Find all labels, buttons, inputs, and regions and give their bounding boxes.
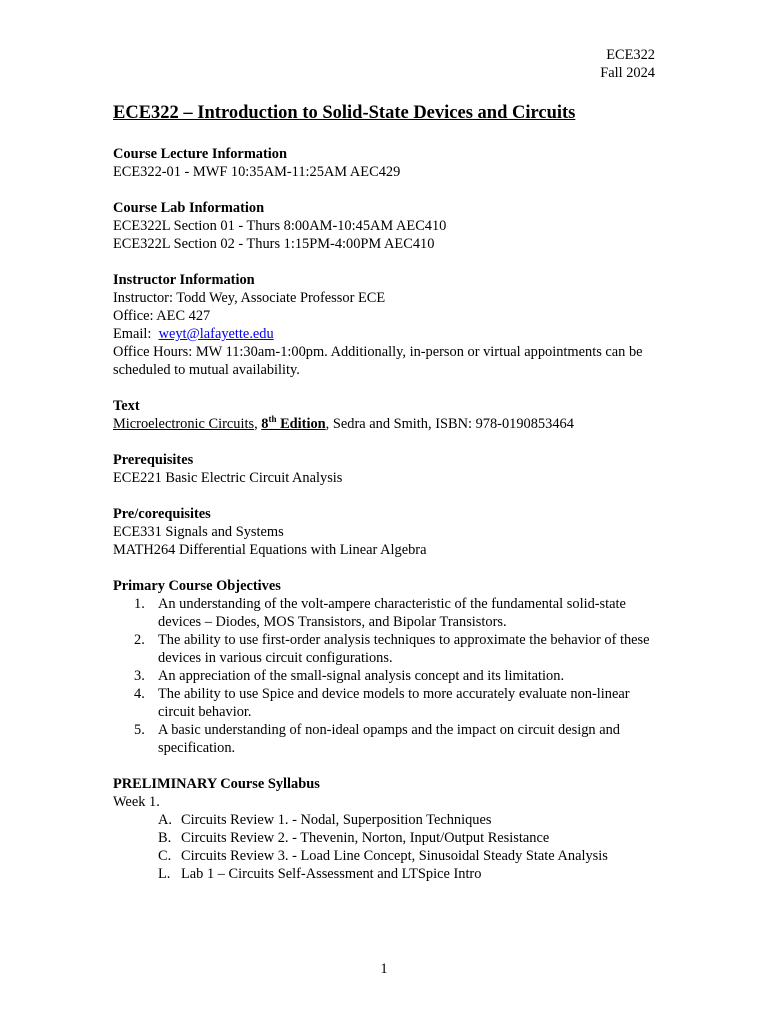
syllabus-item: C. Circuits Review 3. - Load Line Concept, Sinusoidal Steady State Analysis xyxy=(158,848,608,864)
lab-line: ECE322L Section 01 - Thurs 8:00AM-10:45AM AEC410 xyxy=(113,218,447,234)
corequisite-item: MATH264 Differential Equations with Linear Algebra xyxy=(113,542,427,558)
syllabus-section xyxy=(113,775,658,883)
page-header xyxy=(600,46,655,82)
section-heading: Text xyxy=(113,398,140,414)
syllabus-item: B. Circuits Review 2. - Thevenin, Norton, Input/Output Resistance xyxy=(158,830,550,846)
email-label: Email: xyxy=(113,326,159,342)
textbook-line xyxy=(113,415,658,433)
section-heading: Course Lecture Information xyxy=(113,146,287,162)
lab-section xyxy=(113,199,658,253)
instructor-email-line xyxy=(113,325,658,343)
prerequisite-item: ECE221 Basic Electric Circuit Analysis xyxy=(113,470,343,486)
objective-item: 2. The ability to use first-order analysis techniques to approximate the behavior of these devices in various circuit configurations. xyxy=(134,632,650,666)
lab-line: ECE322L Section 02 - Thurs 1:15PM-4:00PM AEC410 xyxy=(113,236,435,252)
section-heading: Course Lab Information xyxy=(113,200,265,216)
corequisites-section xyxy=(113,505,658,559)
section-heading: Primary Course Objectives xyxy=(113,578,281,594)
syllabus-list xyxy=(113,811,658,883)
instructor-name: Instructor: Todd Wey, Associate Professor ECE xyxy=(113,290,386,306)
syllabus-item: L. Lab 1 – Circuits Self-Assessment and LTSpice Intro xyxy=(158,866,482,882)
book-title: Microelectronic Circuits xyxy=(113,416,255,432)
term: Fall 2024 xyxy=(600,65,655,81)
page-title: ECE322 – Introduction to Solid-State Devices and Circuits xyxy=(113,103,576,123)
objectives-list xyxy=(113,595,658,757)
separator: , xyxy=(254,416,262,432)
objective-item: 3. An appreciation of the small-signal analysis concept and its limitation. xyxy=(134,668,565,684)
corequisite-item: ECE331 Signals and Systems xyxy=(113,524,284,540)
section-heading: Prerequisites xyxy=(113,452,194,468)
lecture-line: ECE322-01 - MWF 10:35AM-11:25AM AEC429 xyxy=(113,164,401,180)
objectives-section xyxy=(113,577,658,757)
syllabus-item: A. Circuits Review 1. - Nodal, Superposition Techniques xyxy=(158,812,492,828)
week-label: Week 1. xyxy=(113,794,160,810)
objective-item: 4. The ability to use Spice and device models to more accurately evaluate non-linear circuit behavior. xyxy=(134,686,630,720)
edition: 8th Edition xyxy=(261,414,326,432)
email-link[interactable]: weyt@lafayette.edu xyxy=(158,326,274,342)
prerequisites-section xyxy=(113,451,658,487)
instructor-section xyxy=(113,271,658,379)
document-body xyxy=(113,145,658,901)
page-number: 1 xyxy=(380,961,388,977)
textbook-details: , Sedra and Smith, ISBN: 978-0190853464 xyxy=(325,416,574,432)
lecture-section xyxy=(113,145,658,181)
objective-item: 5. A basic understanding of non-ideal opamps and the impact on circuit design and specification. xyxy=(134,722,620,756)
office-hours: Office Hours: MW 11:30am-1:00pm. Additionally, in-person or virtual appointments can be scheduled to mutual availability. xyxy=(113,344,643,378)
course-code: ECE322 xyxy=(606,47,655,63)
text-section xyxy=(113,397,658,433)
objective-item: 1. An understanding of the volt-ampere characteristic of the fundamental solid-state devices – Diodes, MOS Transistors, and Bipolar Transistors. xyxy=(134,596,626,630)
section-heading: PRELIMINARY Course Syllabus xyxy=(113,776,320,792)
section-heading: Pre/corequisites xyxy=(113,506,211,522)
section-heading: Instructor Information xyxy=(113,272,255,288)
instructor-office: Office: AEC 427 xyxy=(113,308,211,324)
